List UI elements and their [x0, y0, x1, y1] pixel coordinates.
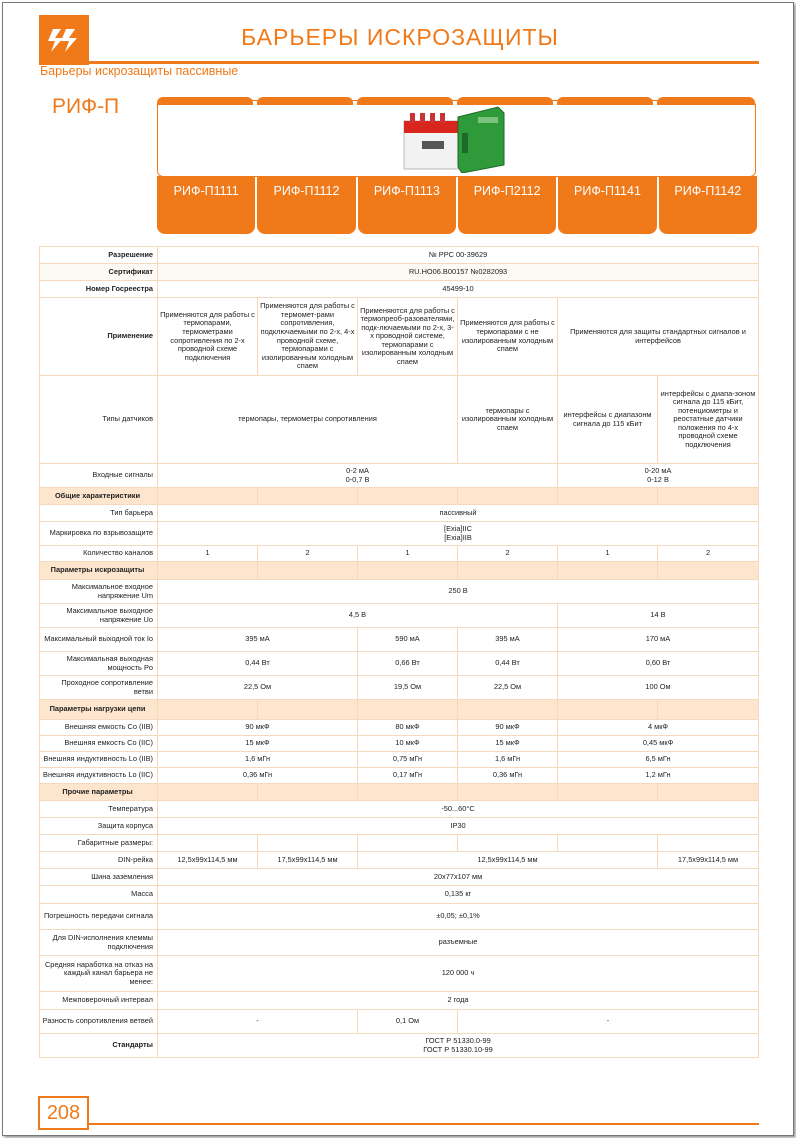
cell-value: 2 — [258, 546, 358, 562]
cell-value: Применяются для защиты стандартных сигналов и интерфейсов — [558, 298, 759, 376]
cell-value: 395 мА — [158, 628, 358, 652]
tab-strip — [257, 97, 353, 105]
row-label: Проходное сопротивление ветви — [40, 676, 158, 700]
row-label: Шина заземления — [40, 869, 158, 886]
row-label: Максимальное выходное напряжение Uo — [40, 604, 158, 628]
empty-cell — [358, 700, 458, 720]
tab-strip — [157, 97, 253, 105]
row-label: Внешняя индуктивность Lo (IIB) — [40, 752, 158, 768]
cell-value: 90 мкФ — [458, 720, 558, 736]
cell-value: 0,135 кг — [158, 886, 759, 904]
empty-cell — [358, 784, 458, 801]
value-line: 0-0,7 В — [345, 474, 370, 484]
empty-cell — [158, 784, 258, 801]
cell-value: 100 Ом — [558, 676, 759, 700]
row-label: Типы датчиков — [40, 376, 158, 464]
cell-value: пассивный — [158, 505, 759, 522]
tab-model-5[interactable]: РИФ-П1141 — [558, 176, 656, 234]
row-label: Стандарты — [40, 1034, 158, 1058]
cell-value: 0,17 мГн — [358, 768, 458, 784]
empty-cell — [658, 700, 759, 720]
row-label: Сертификат — [40, 264, 158, 281]
value-line: ГОСТ Р 51330.0-99 — [425, 1035, 491, 1045]
footer-rule — [83, 1123, 759, 1125]
empty-cell — [558, 835, 658, 852]
cell-value: 1 — [358, 546, 458, 562]
product-photo-icon — [400, 103, 520, 173]
cell-value: 14 В — [558, 604, 759, 628]
empty-cell — [558, 784, 658, 801]
cell-value: 1 — [558, 546, 658, 562]
table-row — [40, 580, 759, 604]
cell-value: 1,2 мГн — [558, 768, 759, 784]
empty-cell — [158, 562, 258, 580]
tab-model-6[interactable]: РИФ-П1142 — [659, 176, 757, 234]
cell-value: IP30 — [158, 818, 759, 835]
table-row — [40, 298, 759, 376]
table-row — [40, 1034, 759, 1058]
section-row — [40, 700, 759, 720]
cell-value: -50...60°С — [158, 801, 759, 818]
cell-value: 1 — [158, 546, 258, 562]
empty-cell — [458, 784, 558, 801]
cell-value — [558, 464, 759, 488]
table-row — [40, 522, 759, 546]
cell-value: 0,60 Вт — [558, 652, 759, 676]
cell-value: 0,44 Вт — [458, 652, 558, 676]
cell-value: 80 мкФ — [358, 720, 458, 736]
cell-value: 0,44 Вт — [158, 652, 358, 676]
row-label: Внешняя емкость Co (IIC) — [40, 736, 158, 752]
table-row — [40, 768, 759, 784]
table-row — [40, 676, 759, 700]
cell-value: Применяются для работы с термомет-рами сопротивления, подключаемыми по 2-х, 4-х проводной схеме, термопарами с изолированным холодным спаем — [258, 298, 358, 376]
cell-value — [158, 464, 558, 488]
model-tabs — [157, 176, 757, 234]
row-label: Погрешность передачи сигнала — [40, 904, 158, 930]
section-row — [40, 562, 759, 580]
row-label: Температура — [40, 801, 158, 818]
table-row — [40, 604, 759, 628]
empty-cell — [258, 562, 358, 580]
row-label: Количество каналов — [40, 546, 158, 562]
table-row — [40, 546, 759, 562]
cell-value: разъемные — [158, 930, 759, 956]
cell-value: 170 мА — [558, 628, 759, 652]
empty-cell — [558, 562, 658, 580]
empty-cell — [158, 835, 258, 852]
empty-cell — [658, 562, 759, 580]
row-label: Защита корпуса — [40, 818, 158, 835]
cell-value: Применяются для работы с термопарами с не изолированным холодным спаем — [458, 298, 558, 376]
empty-cell — [658, 784, 759, 801]
spec-table — [39, 246, 759, 1058]
empty-cell — [658, 835, 759, 852]
cell-value: 395 мА — [458, 628, 558, 652]
cell-value: 2 — [458, 546, 558, 562]
tab-model-3[interactable]: РИФ-П1113 — [358, 176, 456, 234]
table-row — [40, 628, 759, 652]
section-row — [40, 784, 759, 801]
tab-model-2[interactable]: РИФ-П1112 — [257, 176, 355, 234]
empty-cell — [158, 700, 258, 720]
value-line: 0-2 мА — [346, 465, 369, 475]
cell-value: RU.HO06.B00157 №0282093 — [158, 264, 759, 281]
tab-model-1[interactable]: РИФ-П1111 — [157, 176, 255, 234]
page-number: 208 — [38, 1096, 89, 1130]
empty-cell — [258, 835, 358, 852]
table-row — [40, 752, 759, 768]
cell-value: 15 мкФ — [158, 736, 358, 752]
row-label: Максимальный выходной ток Io — [40, 628, 158, 652]
cell-value: Применяются для работы с термопарами, термометрами сопротивления по 2-х проводной схеме подключения — [158, 298, 258, 376]
row-label: Разность сопротивления ветвей — [40, 1010, 158, 1034]
cell-value: термопары, термометры сопротивления — [158, 376, 458, 464]
row-label: Применение — [40, 298, 158, 376]
cell-value: - — [458, 1010, 759, 1034]
cell-value: 590 мА — [358, 628, 458, 652]
cell-value: 120 000 ч — [158, 956, 759, 992]
cell-value: 1,6 мГн — [158, 752, 358, 768]
row-label: Средняя наработка на отказ на каждый канал барьера не менее: — [40, 956, 158, 992]
value-line: [Exia]IIC — [444, 523, 472, 533]
row-label: Номер Госреестра — [40, 281, 158, 298]
table-row — [40, 1010, 759, 1034]
empty-cell — [258, 700, 358, 720]
row-label: Разрешение — [40, 247, 158, 264]
table-row — [40, 247, 759, 264]
table-row — [40, 376, 759, 464]
table-row — [40, 652, 759, 676]
cell-value: 12,5х99х114,5 мм — [158, 852, 258, 869]
page-title: БАРЬЕРЫ ИСКРОЗАЩИТЫ — [241, 24, 559, 50]
table-row — [40, 281, 759, 298]
section-label: Параметры нагрузки цепи — [40, 700, 158, 720]
cell-value: 45499-10 — [158, 281, 759, 298]
cell-value: 17,5х99х114,5 мм — [258, 852, 358, 869]
cell-value: 2 года — [158, 992, 759, 1010]
empty-cell — [358, 488, 458, 505]
empty-cell — [558, 700, 658, 720]
cell-value: 90 мкФ — [158, 720, 358, 736]
empty-cell — [358, 835, 458, 852]
row-label: Внешняя емкость Co (IIB) — [40, 720, 158, 736]
cell-value: 4 мкФ — [558, 720, 759, 736]
table-row — [40, 264, 759, 281]
cell-value: 15 мкФ — [458, 736, 558, 752]
cell-value: 17,5х99х114,5 мм — [658, 852, 759, 869]
table-row — [40, 720, 759, 736]
cell-value: 6,5 мГн — [558, 752, 759, 768]
row-label: Максимальная выходная мощность Po — [40, 652, 158, 676]
table-row — [40, 801, 759, 818]
cell-value: ±0,05; ±0,1% — [158, 904, 759, 930]
table-row — [40, 904, 759, 930]
cell-value: 0,75 мГн — [358, 752, 458, 768]
cell-value: 12,5х99х114,5 мм — [358, 852, 658, 869]
section-row — [40, 488, 759, 505]
empty-cell — [458, 562, 558, 580]
cell-value: 20х77х107 мм — [158, 869, 759, 886]
cell-value: № РРС 00-39629 — [158, 247, 759, 264]
series-name: РИФ-П — [52, 95, 120, 118]
empty-cell — [658, 488, 759, 505]
cell-value: 250 В — [158, 580, 759, 604]
cell-value: интерфейсы с диапазонм сигнала до 115 кБит — [558, 376, 658, 464]
cell-value: - — [158, 1010, 358, 1034]
cell-value: 19,5 Ом — [358, 676, 458, 700]
cell-value: 22,5 Ом — [158, 676, 358, 700]
value-line: ГОСТ Р 51330.10-99 — [423, 1044, 493, 1054]
empty-cell — [258, 488, 358, 505]
row-label: Маркировка по взрывозащите — [40, 522, 158, 546]
table-row — [40, 818, 759, 835]
cell-value: 0,36 мГн — [158, 768, 358, 784]
table-row — [40, 852, 759, 869]
cell-value: 0,1 Ом — [358, 1010, 458, 1034]
row-label: Межповерочный интервал — [40, 992, 158, 1010]
tab-strip — [557, 97, 653, 105]
value-line: [Exia]IIB — [444, 532, 472, 542]
row-label: Входные сигналы — [40, 464, 158, 488]
tab-model-4[interactable]: РИФ-П2112 — [458, 176, 556, 234]
cell-value: 0,45 мкФ — [558, 736, 759, 752]
cell-value: 22,5 Ом — [458, 676, 558, 700]
cell-value: Применяются для работы с термопреоб-разователями, подк-лючаемыми по 2-х, 3-х проводной системе, термопарами с изолированным холодным спаем — [358, 298, 458, 376]
empty-cell — [458, 835, 558, 852]
table-row — [40, 505, 759, 522]
company-logo-icon — [39, 15, 89, 65]
empty-cell — [258, 784, 358, 801]
cell-value: 2 — [658, 546, 759, 562]
section-subtitle: Барьеры искрозащиты пассивные — [40, 64, 239, 78]
cell-value: 4,5 В — [158, 604, 558, 628]
row-label: Максимальное входное напряжение Um — [40, 580, 158, 604]
cell-value: 1,6 мГн — [458, 752, 558, 768]
cell-value: 0,66 Вт — [358, 652, 458, 676]
value-line: 0-12 В — [647, 474, 669, 484]
cell-value: интерфейсы с диапа-зоном сигнала до 115 кБит, потенциометры и реостатные датчики положения по 4-х проводной схеме подключения — [658, 376, 759, 464]
empty-cell — [458, 700, 558, 720]
table-row — [40, 930, 759, 956]
empty-cell — [558, 488, 658, 505]
empty-cell — [158, 488, 258, 505]
cell-value: 10 мкФ — [358, 736, 458, 752]
table-row — [40, 736, 759, 752]
table-row — [40, 464, 759, 488]
cell-value — [158, 522, 759, 546]
empty-cell — [458, 488, 558, 505]
row-label: Тип барьера — [40, 505, 158, 522]
row-label: Масса — [40, 886, 158, 904]
cell-value — [158, 1034, 759, 1058]
row-label: Габаритные размеры: — [40, 835, 158, 852]
cell-value: 0,36 мГн — [458, 768, 558, 784]
row-label: DIN-рейка — [40, 852, 158, 869]
cell-value: термопары с изолированным холодным спаем — [458, 376, 558, 464]
value-line: 0-20 мА — [644, 465, 672, 475]
section-label: Общие характеристики — [40, 488, 158, 505]
row-label: Внешняя индуктивность Lo (IIC) — [40, 768, 158, 784]
table-row — [40, 956, 759, 992]
table-row — [40, 835, 759, 852]
table-row — [40, 886, 759, 904]
tab-strip — [657, 97, 755, 105]
section-label: Параметры искрозащиты — [40, 562, 158, 580]
row-label: Для DIN-исполнения клеммы подключения — [40, 930, 158, 956]
empty-cell — [358, 562, 458, 580]
table-row — [40, 869, 759, 886]
section-label: Прочие параметры — [40, 784, 158, 801]
table-row — [40, 992, 759, 1010]
